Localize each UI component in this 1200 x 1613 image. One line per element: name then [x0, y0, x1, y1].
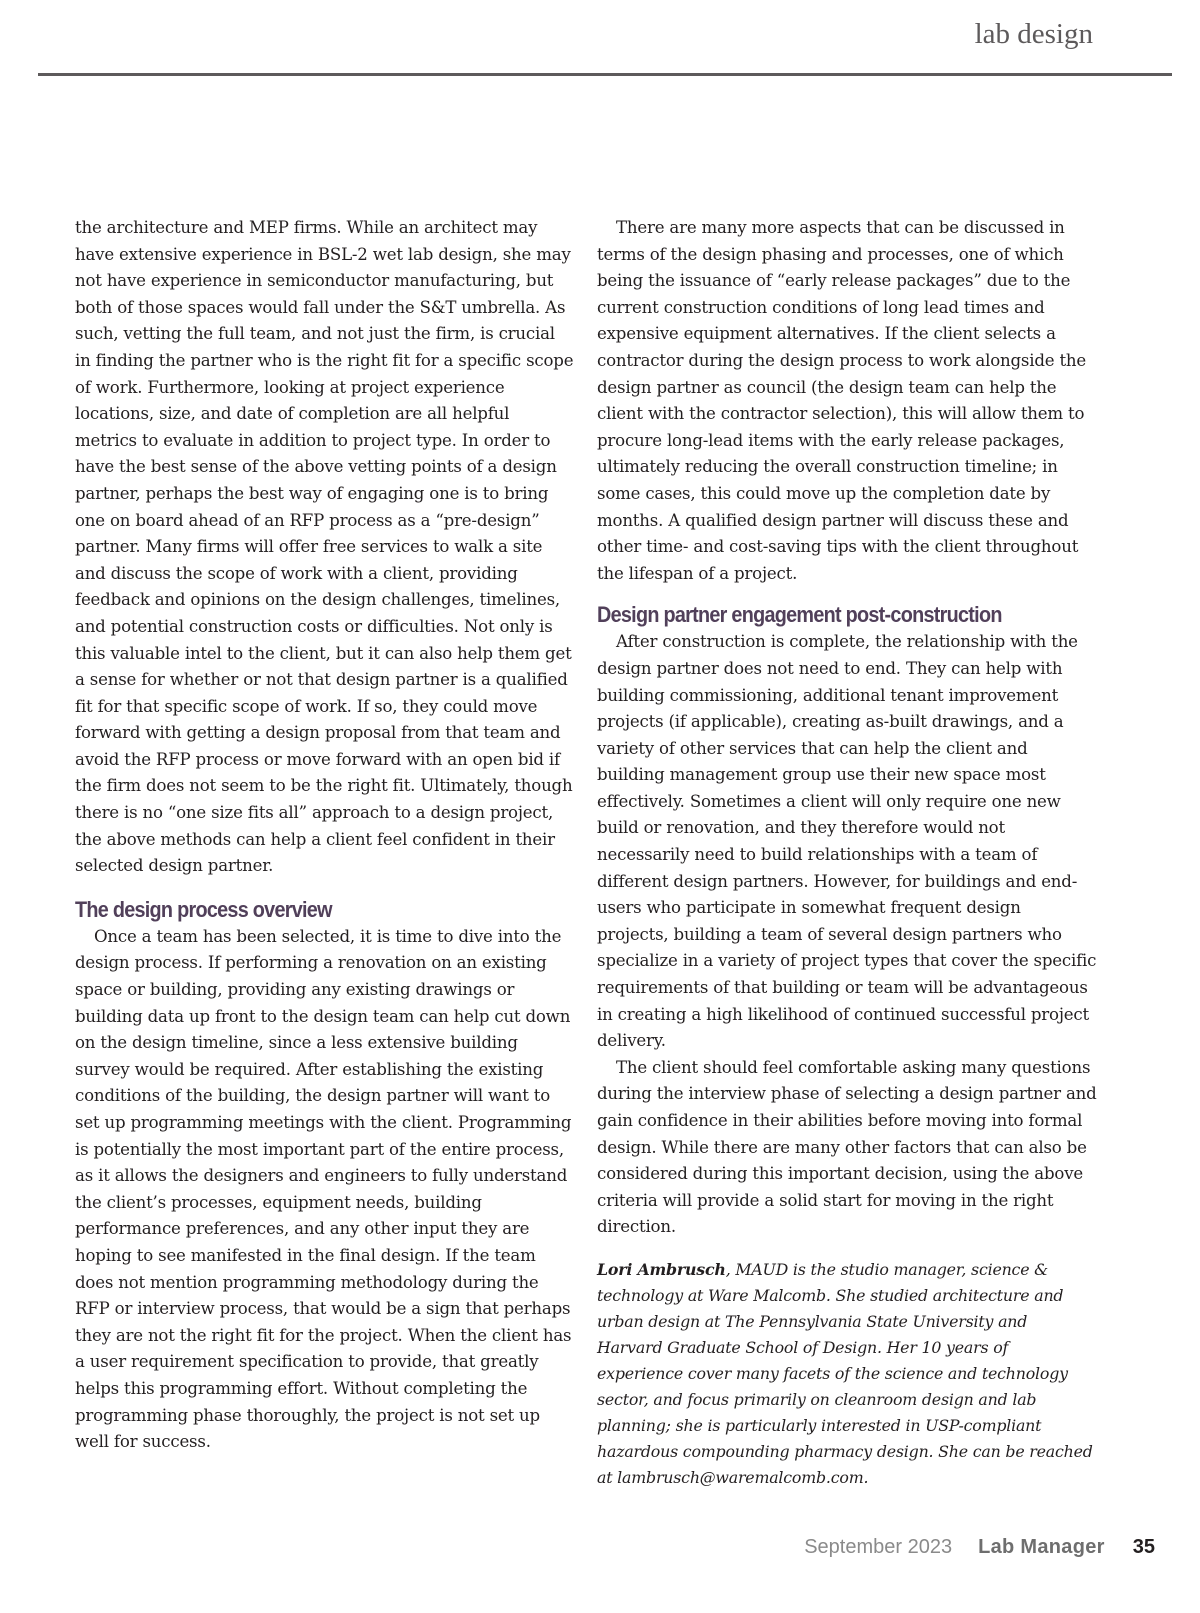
header-rule — [38, 73, 1172, 76]
right-paragraph-3: The client should feel comfortable asking many questions during the interview phase of selecting a design partner and gain confidence in their abilities before moving into formal design. While there are many other factors that can also be considered during this important decision, using the above criteria will provide a solid start for moving in the right direction. — [597, 1057, 1097, 1237]
page-footer — [804, 1536, 1155, 1559]
right-column — [597, 215, 1097, 1491]
left-paragraph-2: Once a team has been selected, it is time to dive into the design process. If performing a renovation on an existing space or building, providing any existing drawings or building data up front to the design team can help cut down on the design timeline, since a less extensive building survey would be required. After establishing the existing conditions of the building, the design partner will want to set up programming meetings with the client. Programming is potentially the most important part of the entire process, as it allows the designers and engineers to fully understand the client’s processes, equipment needs, building performance preferences, and any other input they are hoping to see manifested in the final design. If the team does not mention programming methodology during the RFP or interview process, that would be a sign that perhaps they are not the right fit for the project. When the client has a user requirement specification to provide, that greatly helps this programming effort. Without completing the programming phase thoroughly, the project is not set up well for success. — [75, 926, 572, 1452]
author-bio-text: , MAUD is the studio manager, science & technology at Ware Malcomb. She studied architecture and urban design at The Pennsylvania State University and Harvard Graduate School of Design. Her 10 years of experience cover many facets of the science and technology sector, and focus primarily on cleanroom design and lab planning; she is particularly interested in USP-compliant hazardous compounding pharmacy design. She can be reached at lambrusch@waremalcomb.com. — [597, 1259, 1093, 1487]
section-heading-post-construction: Design partner engagement post-construction — [597, 602, 1002, 628]
left-paragraph-1: the architecture and MEP firms. While an architect may have extensive experience in BSL-2 wet lab design, she may not have experience in semiconductor manufacturing, but both of those spaces would fall under the S&T umbrella. As such, vetting the full team, and not just the firm, is crucial in finding the partner who is the right fit for a specific scope of work. Furthermore, looking at project experience locations, size, and date of completion are all helpful metrics to evaluate in addition to project type. In order to have the best sense of the above vetting points of a design partner, perhaps the best way of engaging one is to bring one on board ahead of an RFP process as a “pre-design” partner. Many firms will offer free services to walk a site and discuss the scope of work with a client, providing feedback and opinions on the design challenges, timelines, and potential construction costs or difficulties. Not only is this valuable intel to the client, but it can also help them get a sense for whether or not that design partner is a qualified fit for that specific scope of work. If so, they could move forward with getting a design proposal from that team and avoid the RFP process or move forward with an open bid if the firm does not seem to be the right fit. Ultimately, though there is no “one size fits all” approach to a design project, the above methods can help a client feel confident in their selected design partner. — [75, 218, 574, 876]
section-label: lab design — [974, 18, 1093, 50]
magazine-name: Lab Manager — [978, 1536, 1105, 1558]
right-paragraph-2: After construction is complete, the relationship with the design partner does not need to end. They can help with building commissioning, additional tenant improvement projects (if applicable), creating as-built drawings, and a variety of other services that can help the client and building management group use their new space most effectively. Sometimes a client will only require one new build or renovation, and they therefore would not necessarily need to build relationships with a team of different design partners. However, for buildings and end-users who participate in somewhat frequent design projects, building a team of several design partners who specialize in a variety of project types that cover the specific requirements of that building or team will be advantageous in creating a high likelihood of continued successful project delivery. — [597, 632, 1097, 1051]
issue-date: September 2023 — [804, 1536, 953, 1558]
page-number: 35 — [1132, 1536, 1155, 1558]
author-bio — [597, 1257, 1097, 1491]
section-heading-design-process: The design process overview — [75, 896, 332, 922]
author-name: Lori Ambrusch — [597, 1259, 726, 1279]
right-paragraph-1: There are many more aspects that can be discussed in terms of the design phasing and processes, one of which being the issuance of “early release packages” due to the current construction conditions of long lead times and expensive equipment alternatives. If the client selects a contractor during the design process to work alongside the design partner as council (the design team can help the client with the contractor selection), this will allow them to procure long-lead items with the early release packages, ultimately reducing the overall construction timeline; in some cases, this could move up the completion date by months. A qualified design partner will discuss these and other time- and cost-saving tips with the client throughout the lifespan of a project. — [597, 218, 1087, 583]
left-column — [75, 215, 575, 1456]
